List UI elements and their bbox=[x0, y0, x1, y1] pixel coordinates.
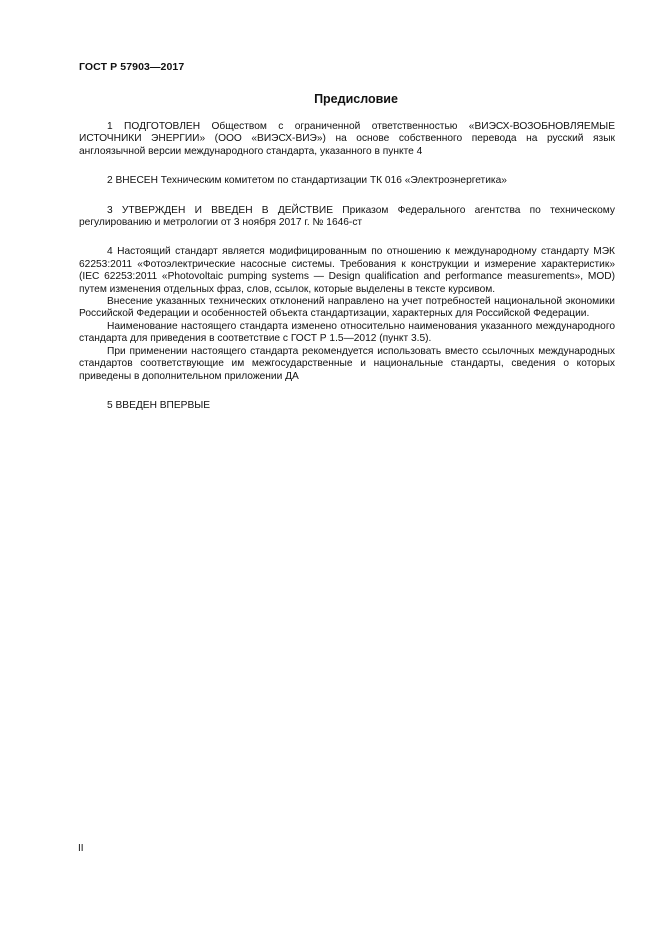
paragraph-item-5: 5 ВВЕДЕН ВПЕРВЫЕ bbox=[107, 399, 211, 411]
paragraph-item-4-deviations: Внесение указанных технических отклонений направлено на учет потребностей национальной экономики Российской Федерации и особенностей объекта стандартизации, характерных для Российской Федерации. bbox=[79, 296, 615, 320]
page-title: Предисловие bbox=[314, 92, 398, 106]
foreword-body bbox=[79, 121, 615, 412]
paragraph-item-4-name-change: Наименование настоящего стандарта изменено относительно наименования указанного международного стандарта для приведения в соответствие с ГОСТ Р 1.5—2012 (пункт 3.5). bbox=[79, 320, 615, 345]
paragraph-item-1: 1 ПОДГОТОВЛЕН Обществом с ограниченной ответственностью «ВИЭСХ-ВОЗОБНОВЛЯЕМЫЕ ИСТОЧНИКИ ЭНЕРГИИ» (ООО «ВИЭСХ-ВИЭ») на основе собственного перевода на русский язык англоязычной версии международного стандарта, указанного в пункте 4 bbox=[79, 121, 615, 157]
page-number: II bbox=[78, 843, 84, 854]
paragraph-item-4-references: При применении настоящего стандарта рекомендуется использовать вместо ссылочных международных стандартов соответствующие им межгосударственные и национальные стандарты, сведения о которых приведены в дополнительном приложении ДА bbox=[79, 345, 615, 382]
paragraph-item-3: 3 УТВЕРЖДЕН И ВВЕДЕН В ДЕЙСТВИЕ Приказом Федерального агентства по техническому регулированию и метрологии от 3 ноября 2017 г. № 1646-ст bbox=[79, 204, 615, 229]
paragraph-item-4: 4 Настоящий стандарт является модифицированным по отношению к международному стандарту МЭК 62253:2011 «Фотоэлектрические насосные системы. Требования к конструкции и измерение характеристик» (IEC 62253:2011 «Photovoltaic pumping systems — Design qualification and performance measurements», MOD) путем изменения отдельных фраз, слов, ссылок, которые выделены в тексте курсивом. bbox=[79, 246, 615, 295]
paragraph-item-2: 2 ВНЕСЕН Техническим комитетом по стандартизации ТК 016 «Электроэнергетика» bbox=[107, 175, 507, 187]
document-code-header: ГОСТ Р 57903—2017 bbox=[79, 61, 185, 73]
